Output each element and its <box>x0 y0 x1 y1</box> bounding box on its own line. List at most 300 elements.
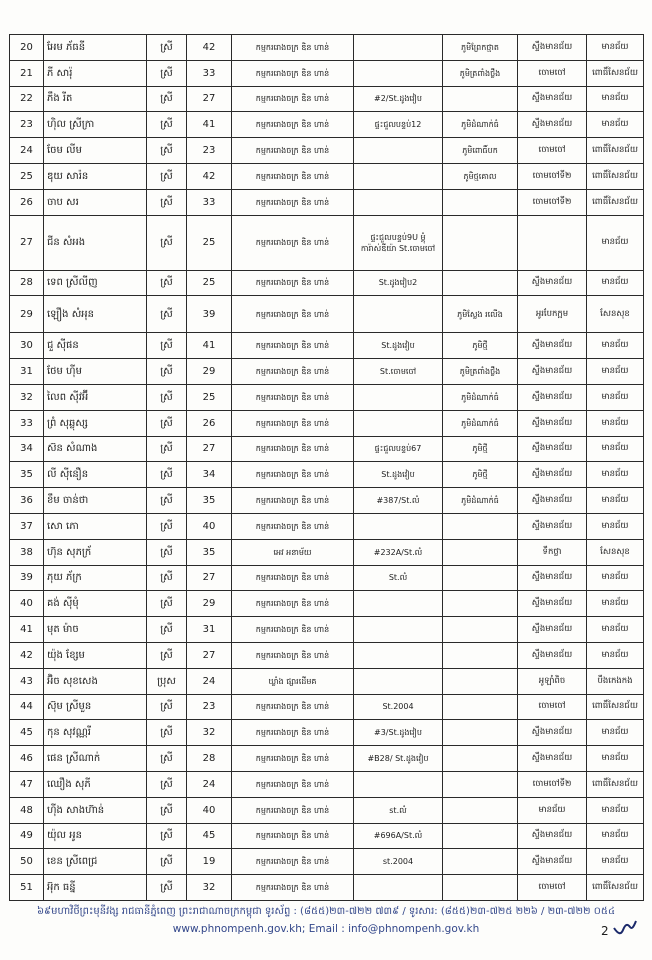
commune-cell: ចោមចៅ <box>518 875 587 901</box>
person-name: កុន សុវណ្ណរី <box>44 720 147 746</box>
table-row <box>10 60 644 86</box>
district-cell: ពោធិ៍សែនជ័យ <box>587 189 644 215</box>
row-number: 41 <box>10 617 44 643</box>
address-cell: ផ្ទះជួលបន្ទប់12 <box>354 112 443 138</box>
sex-cell: ស្រី <box>147 488 187 514</box>
village-cell <box>443 86 518 112</box>
address-cell <box>354 384 443 410</box>
table-body <box>10 35 644 901</box>
row-number: 46 <box>10 746 44 772</box>
address-cell: #387/St.លំ <box>354 488 443 514</box>
district-cell: ពោធិ៍សែនជ័យ <box>587 163 644 189</box>
workplace-cell: កម្មករ​រោងចក្រ ឌិន ហាន់ <box>232 462 354 488</box>
commune-cell: ចោមចៅ <box>518 694 587 720</box>
age-cell: 39 <box>187 296 232 333</box>
village-cell <box>443 720 518 746</box>
sex-cell: ស្រី <box>147 875 187 901</box>
commune-cell: អូរបែកក្អម <box>518 296 587 333</box>
row-number: 40 <box>10 591 44 617</box>
village-cell <box>443 668 518 694</box>
village-cell <box>443 539 518 565</box>
commune-cell: ស្ទឹងមានជ័យ <box>518 112 587 138</box>
table-row <box>10 296 644 333</box>
row-number: 50 <box>10 849 44 875</box>
page-number: 2 <box>601 924 609 938</box>
workplace-cell: កម្មករ​រោងចក្រ ឌិន ហាន់ <box>232 333 354 359</box>
sex-cell: ស្រី <box>147 270 187 296</box>
workplace-cell: កម្មករ​រោងចក្រ ឌិន ហាន់ <box>232 86 354 112</box>
sex-cell: ស្រី <box>147 565 187 591</box>
village-cell <box>443 189 518 215</box>
sex-cell: ស្រី <box>147 513 187 539</box>
workplace-cell: កម្មករ​រោងចក្រ ឌិន ហាន់ <box>232 35 354 61</box>
commune-cell: ស្ទឹងមានជ័យ <box>518 617 587 643</box>
district-cell: មានជ័យ <box>587 436 644 462</box>
age-cell: 40 <box>187 513 232 539</box>
commune-cell: ចោមចៅ <box>518 60 587 86</box>
district-cell: មានជ័យ <box>587 384 644 410</box>
table-row <box>10 462 644 488</box>
village-cell <box>443 771 518 797</box>
person-name: អ៊ុក ធន្នី <box>44 875 147 901</box>
district-cell: មានជ័យ <box>587 513 644 539</box>
address-cell: #2/St.ដូងវៀប <box>354 86 443 112</box>
commune-cell: ចោមចៅទី២ <box>518 189 587 215</box>
address-cell: St.លំ <box>354 565 443 591</box>
age-cell: 19 <box>187 849 232 875</box>
address-cell: st.លំ <box>354 797 443 823</box>
commune-cell: ស្ទឹងមានជ័យ <box>518 462 587 488</box>
workplace-cell: កម្មករ​រោងចក្រ ឌិន ហាន់ <box>232 642 354 668</box>
signature-mark-icon <box>612 918 638 938</box>
district-cell: ពោធិ៍សែនជ័យ <box>587 60 644 86</box>
workplace-cell: កម្មករ​រោងចក្រ ឌិន ហាន់ <box>232 436 354 462</box>
commune-cell: ស្ទឹងមានជ័យ <box>518 823 587 849</box>
address-cell <box>354 513 443 539</box>
village-cell <box>443 215 518 270</box>
age-cell: 29 <box>187 591 232 617</box>
district-cell: មានជ័យ <box>587 565 644 591</box>
age-cell: 27 <box>187 642 232 668</box>
commune-cell: ស្ទឹងមានជ័យ <box>518 488 587 514</box>
village-cell: ភូមិដំណាក់ធំ <box>443 410 518 436</box>
address-cell <box>354 35 443 61</box>
row-number: 32 <box>10 384 44 410</box>
person-name: ហ៊ីង សាងហ៊ាន់ <box>44 797 147 823</box>
commune-cell: ស្ទឹងមានជ័យ <box>518 410 587 436</box>
age-cell: 34 <box>187 462 232 488</box>
table-row <box>10 823 644 849</box>
village-cell: ភូមិថ្មី <box>443 333 518 359</box>
sex-cell: ស្រី <box>147 60 187 86</box>
district-cell: មានជ័យ <box>587 359 644 385</box>
address-cell: #B28/ St.ដូងវៀប <box>354 746 443 772</box>
sex-cell: ស្រី <box>147 746 187 772</box>
person-name: ស៊ន សំណាង <box>44 436 147 462</box>
sex-cell: ស្រី <box>147 189 187 215</box>
sex-cell: ស្រី <box>147 771 187 797</box>
row-number: 35 <box>10 462 44 488</box>
village-cell <box>443 617 518 643</box>
district-cell: មានជ័យ <box>587 591 644 617</box>
workplace-cell: កម្មករ​រោងចក្រ ឌិន ហាន់ <box>232 410 354 436</box>
commune-cell: ស្ទឹងមានជ័យ <box>518 35 587 61</box>
commune-cell: ចោមចៅ <box>518 138 587 164</box>
person-name: យ៉ុល អូន <box>44 823 147 849</box>
row-number: 45 <box>10 720 44 746</box>
workplace-cell: កម្មករ​រោងចក្រ ឌិន ហាន់ <box>232 875 354 901</box>
table-row <box>10 112 644 138</box>
workplace-cell: កម្មករ​រោងចក្រ ឌិន ហាន់ <box>232 513 354 539</box>
workplace-cell: កម្មករ​រោងចក្រ ឌិន ហាន់ <box>232 270 354 296</box>
village-cell: ភូមិស្លែង រលើង <box>443 296 518 333</box>
person-name: ជួ ស៊ីផន <box>44 333 147 359</box>
table-row <box>10 746 644 772</box>
age-cell: 23 <box>187 138 232 164</box>
sex-cell: ស្រី <box>147 642 187 668</box>
row-number: 34 <box>10 436 44 462</box>
footer-contact: www.phnompenh.gov.kh; Email : info@phnompenh.gov.kh <box>172 923 480 935</box>
age-cell: 41 <box>187 333 232 359</box>
address-cell <box>354 138 443 164</box>
table-row <box>10 359 644 385</box>
age-cell: 32 <box>187 875 232 901</box>
table-row <box>10 875 644 901</box>
table-row <box>10 215 644 270</box>
district-cell: មានជ័យ <box>587 849 644 875</box>
table-row <box>10 617 644 643</box>
sex-cell: ស្រី <box>147 823 187 849</box>
village-cell: ភូមិថ្មី <box>443 462 518 488</box>
village-cell: ភូមិពោធិ៍បក <box>443 138 518 164</box>
age-cell: 27 <box>187 436 232 462</box>
table-row <box>10 410 644 436</box>
commune-cell: អូឡាំពិច <box>518 668 587 694</box>
sex-cell: ស្រី <box>147 694 187 720</box>
table-row <box>10 436 644 462</box>
row-number: 47 <box>10 771 44 797</box>
table-row <box>10 270 644 296</box>
person-name: មុត ម៉ាច <box>44 617 147 643</box>
district-cell: ពោធិ៍សែនជ័យ <box>587 875 644 901</box>
district-cell: ពោធិ៍សែនជ័យ <box>587 771 644 797</box>
commune-cell: ស្ទឹងមានជ័យ <box>518 849 587 875</box>
table-row <box>10 513 644 539</box>
age-cell: 23 <box>187 694 232 720</box>
village-cell: ភូមិថ្មគោល <box>443 163 518 189</box>
district-cell: មានជ័យ <box>587 270 644 296</box>
person-name: ឌុយ សារ៉ន <box>44 163 147 189</box>
person-name: ខេន ស្រីពេជ្រ <box>44 849 147 875</box>
row-number: 24 <box>10 138 44 164</box>
person-name: ខឹម ចាន់ថា <box>44 488 147 514</box>
sex-cell: ស្រី <box>147 384 187 410</box>
workplace-cell: កម្មករ​រោងចក្រ ឌិន ហាន់ <box>232 359 354 385</box>
workplace-cell: កម្មករ​រោងចក្រ ឌិន ហាន់ <box>232 771 354 797</box>
table-row <box>10 720 644 746</box>
age-cell: 35 <box>187 488 232 514</box>
commune-cell: ស្ទឹងមានជ័យ <box>518 513 587 539</box>
row-number: 36 <box>10 488 44 514</box>
person-name: សោ ភោ <box>44 513 147 539</box>
person-name: លី ស៊ីនឿន <box>44 462 147 488</box>
row-number: 48 <box>10 797 44 823</box>
person-name: យ៉ុង ខ្សែម <box>44 642 147 668</box>
village-cell <box>443 797 518 823</box>
table-row <box>10 488 644 514</box>
address-cell <box>354 668 443 694</box>
sex-cell: ស្រី <box>147 138 187 164</box>
sex-cell: ប្រុស <box>147 668 187 694</box>
person-name: ឈឿង សុភី <box>44 771 147 797</box>
footer-address: ៦៩មហាវិថីព្រះមុនីវង្ស រាជធានីភ្នំពេញ ព្រះរាជាណាចក្រកម្ពុជា ទូរស័ព្ទ : (៨៥៥)២៣-៧២២ ៧៣៩ / ទូរសារ: (៨៥៥)២៣-៧២៥ ២២៦ / ២៣-៧២២ ០៥៤ <box>36 906 616 917</box>
district-cell: មានជ័យ <box>587 823 644 849</box>
person-name: ផេន ស្រីណាក់ <box>44 746 147 772</box>
sex-cell: ស្រី <box>147 296 187 333</box>
sex-cell: ស្រី <box>147 539 187 565</box>
district-cell: មានជ័យ <box>587 35 644 61</box>
age-cell: 24 <box>187 771 232 797</box>
table-row <box>10 163 644 189</box>
district-cell: មានជ័យ <box>587 642 644 668</box>
age-cell: 25 <box>187 384 232 410</box>
row-number: 39 <box>10 565 44 591</box>
row-number: 33 <box>10 410 44 436</box>
commune-cell: ចោមចៅទី២ <box>518 771 587 797</box>
commune-cell: ស្ទឹងមានជ័យ <box>518 270 587 296</box>
row-number: 25 <box>10 163 44 189</box>
row-number: 26 <box>10 189 44 215</box>
sex-cell: ស្រី <box>147 35 187 61</box>
person-name: អែម ភ័ធនី <box>44 35 147 61</box>
age-cell: 27 <box>187 565 232 591</box>
village-cell <box>443 565 518 591</box>
person-name: ទេព ស្រីលីញ <box>44 270 147 296</box>
district-cell: មានជ័យ <box>587 797 644 823</box>
row-number: 38 <box>10 539 44 565</box>
person-name: ភឹង រីត <box>44 86 147 112</box>
table-row <box>10 189 644 215</box>
address-cell <box>354 591 443 617</box>
age-cell: 41 <box>187 112 232 138</box>
district-cell: មានជ័យ <box>587 86 644 112</box>
age-cell: 25 <box>187 270 232 296</box>
workplace-cell: កម្មករ​រោងចក្រ ឌិន ហាន់ <box>232 617 354 643</box>
village-cell: ភូមិព្រែកថ្មាត <box>443 35 518 61</box>
address-cell: #696A/St.លំ <box>354 823 443 849</box>
row-number: 30 <box>10 333 44 359</box>
person-name: លៃព ស៊ីវអ៊ី <box>44 384 147 410</box>
table-row <box>10 86 644 112</box>
address-cell <box>354 296 443 333</box>
address-cell: St.ដូងវៀប <box>354 462 443 488</box>
commune-cell: ស្ទឹងមានជ័យ <box>518 565 587 591</box>
workplace-cell: កម្មករ​រោងចក្រ ឌិន ហាន់ <box>232 694 354 720</box>
table-row <box>10 565 644 591</box>
village-cell <box>443 694 518 720</box>
age-cell: 29 <box>187 359 232 385</box>
district-cell: បឹងកេងកង <box>587 668 644 694</box>
address-cell: St.ដូងវៀប2 <box>354 270 443 296</box>
sex-cell: ស្រី <box>147 436 187 462</box>
address-cell: ផ្ទះជួលបន្ទប់67 <box>354 436 443 462</box>
person-name: ថែម ហ៊ីម <box>44 359 147 385</box>
village-cell <box>443 642 518 668</box>
person-name: ចាប សរ <box>44 189 147 215</box>
address-cell <box>354 60 443 86</box>
table-row <box>10 333 644 359</box>
district-cell: ពោធិ៍សែនជ័យ <box>587 694 644 720</box>
table-row <box>10 668 644 694</box>
row-number: 28 <box>10 270 44 296</box>
village-cell <box>443 875 518 901</box>
sex-cell: ស្រី <box>147 797 187 823</box>
village-cell: ភូមិដំណាក់ធំ <box>443 488 518 514</box>
workplace-cell: កម្មករ​រោងចក្រ ឌិន ហាន់ <box>232 112 354 138</box>
person-name: ភី សារ៉ុ <box>44 60 147 86</box>
district-cell: សែនសុខ <box>587 539 644 565</box>
address-cell: #3/St.ដូងវៀប <box>354 720 443 746</box>
sex-cell: ស្រី <box>147 617 187 643</box>
table-row <box>10 694 644 720</box>
district-cell: មានជ័យ <box>587 112 644 138</box>
commune-cell: ស្ទឹងមានជ័យ <box>518 591 587 617</box>
district-cell: មានជ័យ <box>587 215 644 270</box>
district-cell: មានជ័យ <box>587 333 644 359</box>
commune-cell: ស្ទឹងមានជ័យ <box>518 642 587 668</box>
village-cell: ភូមិដំណាក់ធំ <box>443 112 518 138</box>
person-name: គង់ ស៊ីមុំ <box>44 591 147 617</box>
address-cell <box>354 771 443 797</box>
sex-cell: ស្រី <box>147 86 187 112</box>
district-cell: មានជ័យ <box>587 462 644 488</box>
address-cell <box>354 189 443 215</box>
sex-cell: ស្រី <box>147 359 187 385</box>
row-number: 49 <box>10 823 44 849</box>
workplace-cell: កម្មករ​រោងចក្រ ឌិន ហាន់ <box>232 849 354 875</box>
workplace-cell: អេវ អនាម័យ <box>232 539 354 565</box>
address-cell: #232A/St.លំ <box>354 539 443 565</box>
workplace-cell: កម្មករ​រោងចក្រ ឌិន ហាន់ <box>232 565 354 591</box>
village-cell: ភូមិថ្មី <box>443 436 518 462</box>
village-cell: ភូមិត្រពាំងថ្លឹង <box>443 359 518 385</box>
age-cell: 28 <box>187 746 232 772</box>
address-cell: St.ដូងវៀប <box>354 333 443 359</box>
person-name: ព្រំ សុឆ្លុស្ស <box>44 410 147 436</box>
address-cell <box>354 642 443 668</box>
address-cell: St.ចោមចៅ <box>354 359 443 385</box>
district-cell: សែនសុខ <box>587 296 644 333</box>
commune-cell <box>518 215 587 270</box>
commune-cell: ស្ទឹងមានជ័យ <box>518 333 587 359</box>
district-cell: ពោធិ៍សែនជ័យ <box>587 138 644 164</box>
commune-cell: ស្ទឹងមានជ័យ <box>518 720 587 746</box>
table-row <box>10 384 644 410</box>
workplace-cell: កម្មករ​រោងចក្រ ឌិន ហាន់ <box>232 823 354 849</box>
person-name: ចែម លីម <box>44 138 147 164</box>
age-cell: 32 <box>187 720 232 746</box>
address-cell: ផ្ទះជួលបន្ទប់9U ម្ដុំការ៉ាស់ឌីយ៉ា St.ចោមចៅ <box>354 215 443 270</box>
commune-cell: ទឹកថ្លា <box>518 539 587 565</box>
table-row <box>10 539 644 565</box>
age-cell: 42 <box>187 163 232 189</box>
village-cell <box>443 849 518 875</box>
person-name: ឡឿង សំអុន <box>44 296 147 333</box>
commune-cell: ស្ទឹងមានជ័យ <box>518 436 587 462</box>
village-cell <box>443 823 518 849</box>
district-cell: មានជ័យ <box>587 488 644 514</box>
address-cell <box>354 410 443 436</box>
age-cell: 42 <box>187 35 232 61</box>
age-cell: 40 <box>187 797 232 823</box>
sex-cell: ស្រី <box>147 849 187 875</box>
district-cell: មានជ័យ <box>587 617 644 643</box>
row-number: 44 <box>10 694 44 720</box>
workplace-cell: កម្មករ​រោងចក្រ ឌិន ហាន់ <box>232 720 354 746</box>
workplace-cell: កម្មករ​រោងចក្រ ឌិន ហាន់ <box>232 189 354 215</box>
workplace-cell: កម្មករ​រោងចក្រ ឌិន ហាន់ <box>232 60 354 86</box>
address-cell <box>354 617 443 643</box>
row-number: 29 <box>10 296 44 333</box>
address-cell: St.2004 <box>354 694 443 720</box>
village-cell <box>443 591 518 617</box>
workplace-cell: កម្មករ​រោងចក្រ ឌិន ហាន់ <box>232 591 354 617</box>
village-cell: ភូមិដំណាក់ធំ <box>443 384 518 410</box>
sex-cell: ស្រី <box>147 410 187 436</box>
commune-cell: ស្ទឹងមានជ័យ <box>518 384 587 410</box>
sex-cell: ស្រី <box>147 333 187 359</box>
table-row <box>10 138 644 164</box>
commune-cell: ស្ទឹងមានជ័យ <box>518 86 587 112</box>
age-cell: 35 <box>187 539 232 565</box>
workplace-cell: កម្មករ​រោងចក្រ ឌិន ហាន់ <box>232 296 354 333</box>
workplace-cell: កម្មករ​រោងចក្រ ឌិន ហាន់ <box>232 746 354 772</box>
row-number: 20 <box>10 35 44 61</box>
row-number: 23 <box>10 112 44 138</box>
workplace-cell: កម្មករ​រោងចក្រ ឌិន ហាន់ <box>232 138 354 164</box>
workplace-cell: ឃ្លាំង ផ្សារដើមគ <box>232 668 354 694</box>
workplace-cell: កម្មករ​រោងចក្រ ឌិន ហាន់ <box>232 384 354 410</box>
village-cell <box>443 746 518 772</box>
table-row <box>10 849 644 875</box>
patient-list-table <box>9 34 644 901</box>
district-cell: មានជ័យ <box>587 720 644 746</box>
sex-cell: ស្រី <box>147 720 187 746</box>
person-name: ស៊ុម ស្រីមួន <box>44 694 147 720</box>
table-row <box>10 771 644 797</box>
sex-cell: ស្រី <box>147 215 187 270</box>
workplace-cell: កម្មករ​រោងចក្រ ឌិន ហាន់ <box>232 215 354 270</box>
commune-cell: ស្ទឹងមានជ័យ <box>518 746 587 772</box>
workplace-cell: កម្មករ​រោងចក្រ ឌិន ហាន់ <box>232 488 354 514</box>
age-cell: 27 <box>187 86 232 112</box>
sex-cell: ស្រី <box>147 462 187 488</box>
district-cell: មានជ័យ <box>587 410 644 436</box>
table-row <box>10 591 644 617</box>
age-cell: 31 <box>187 617 232 643</box>
commune-cell: ចោមចៅទី២ <box>518 163 587 189</box>
sex-cell: ស្រី <box>147 591 187 617</box>
table-row <box>10 642 644 668</box>
person-name: ហ៊ិល ស្រីក្រា <box>44 112 147 138</box>
address-cell: st.2004 <box>354 849 443 875</box>
row-number: 43 <box>10 668 44 694</box>
row-number: 27 <box>10 215 44 270</box>
person-name: ភុយ ភ័ក្រ <box>44 565 147 591</box>
workplace-cell: កម្មករ​រោងចក្រ ឌិន ហាន់ <box>232 163 354 189</box>
row-number: 31 <box>10 359 44 385</box>
commune-cell: មានជ័យ <box>518 797 587 823</box>
